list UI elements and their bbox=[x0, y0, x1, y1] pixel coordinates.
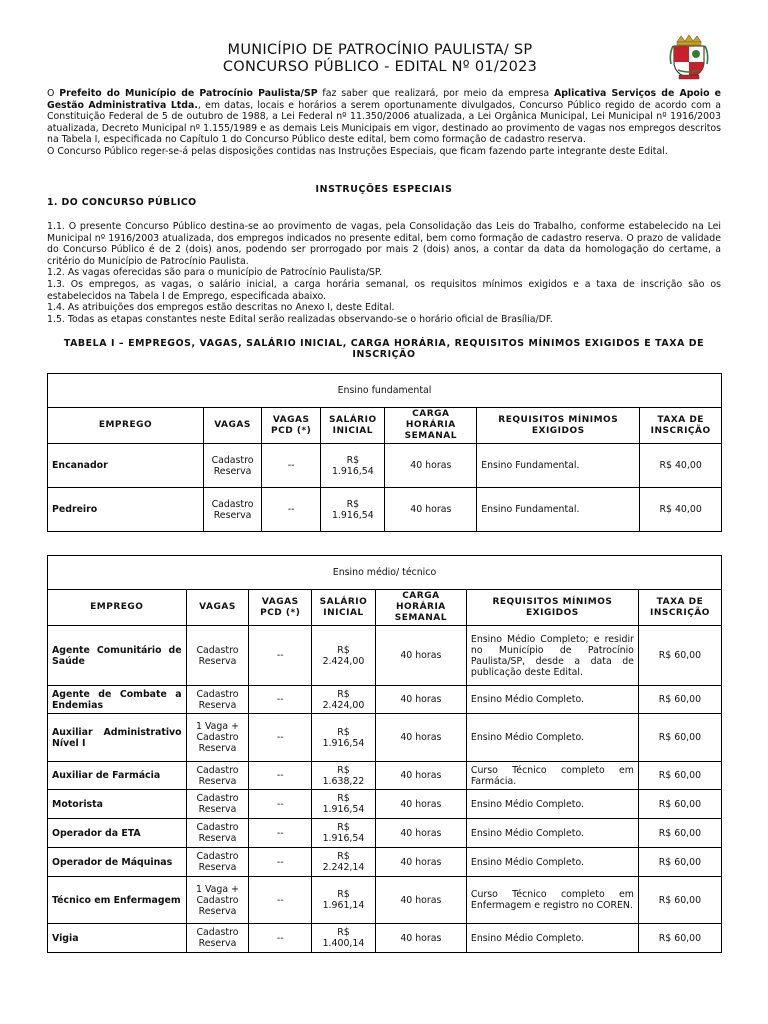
cell-pcd: -- bbox=[249, 714, 312, 762]
cell-requisitos: Ensino Médio Completo. bbox=[466, 714, 638, 762]
cell-carga: 40 horas bbox=[375, 819, 466, 848]
cell-taxa: R$ 60,00 bbox=[638, 714, 721, 762]
cell-vagas: 1 Vaga + Cadastro Reserva bbox=[186, 877, 249, 924]
col-carga: CARGA HORÁRIA SEMANAL bbox=[385, 408, 477, 444]
col-salario: SALÁRIO INICIAL bbox=[321, 408, 385, 444]
cell-pcd: -- bbox=[249, 686, 312, 714]
intro-paragraph-2: O Concurso Público reger-se-á pelas disposições contidas nas Instruções Especiais, que ficam fazendo parte integrante deste Edital. bbox=[47, 145, 668, 157]
cell-requisitos: Ensino Médio Completo. bbox=[466, 924, 638, 953]
cell-carga: 40 horas bbox=[375, 790, 466, 819]
table-title: Ensino fundamental bbox=[48, 374, 722, 408]
table-title-row bbox=[48, 374, 722, 408]
table-row bbox=[48, 924, 722, 953]
cell-emprego: Auxiliar Administrativo Nível I bbox=[48, 714, 187, 762]
cell-emprego: Técnico em Enfermagem bbox=[48, 877, 187, 924]
col-requisitos: REQUISITOS MÍNIMOS EXIGIDOS bbox=[477, 408, 640, 444]
table-row bbox=[48, 762, 722, 790]
cell-carga: 40 horas bbox=[375, 924, 466, 953]
col-taxa: TAXA DE INSCRIÇÃO bbox=[638, 590, 721, 626]
title-municipality: MUNICÍPIO DE PATROCÍNIO PAULISTA/ SP bbox=[227, 42, 533, 58]
cell-carga: 40 horas bbox=[375, 877, 466, 924]
cell-salario: R$ 1.961,14 bbox=[312, 877, 376, 924]
section-1-body bbox=[47, 221, 721, 325]
cell-emprego: Motorista bbox=[48, 790, 187, 819]
cell-requisitos: Ensino Médio Completo. bbox=[466, 686, 638, 714]
cell-vagas: Cadastro Reserva bbox=[186, 762, 249, 790]
table-row bbox=[48, 819, 722, 848]
cell-salario: R$ 1.916,54 bbox=[312, 714, 376, 762]
item-1-4: 1.4. As atribuições dos empregos estão descritas no Anexo I, deste Edital. bbox=[47, 302, 395, 314]
cell-taxa: R$ 60,00 bbox=[638, 790, 721, 819]
cell-taxa: R$ 60,00 bbox=[638, 626, 721, 686]
cell-taxa: R$ 40,00 bbox=[640, 488, 722, 532]
col-emprego: EMPREGO bbox=[48, 590, 187, 626]
cell-salario: R$ 1.400,14 bbox=[312, 924, 376, 953]
cell-salario: R$ 1.916,54 bbox=[312, 790, 376, 819]
cell-carga: 40 horas bbox=[385, 488, 477, 532]
cell-requisitos: Ensino Fundamental. bbox=[477, 444, 640, 488]
table-row bbox=[48, 488, 722, 532]
cell-pcd: -- bbox=[249, 626, 312, 686]
cell-vagas: Cadastro Reserva bbox=[203, 488, 261, 532]
cell-emprego: Operador da ETA bbox=[48, 819, 187, 848]
table-title-row bbox=[48, 556, 722, 590]
cell-emprego: Encanador bbox=[48, 444, 204, 488]
cell-requisitos: Ensino Médio Completo. bbox=[466, 790, 638, 819]
cell-taxa: R$ 40,00 bbox=[640, 444, 722, 488]
cell-carga: 40 horas bbox=[375, 626, 466, 686]
cell-pcd: -- bbox=[249, 924, 312, 953]
cell-vagas: Cadastro Reserva bbox=[186, 686, 249, 714]
table-row bbox=[48, 626, 722, 686]
col-vagas-pcd: VAGAS PCD (*) bbox=[249, 590, 312, 626]
cell-taxa: R$ 60,00 bbox=[638, 819, 721, 848]
item-1-5: 1.5. Todas as etapas constantes neste Edital serão realizadas observando-se o horário oficial de Brasília/DF. bbox=[47, 313, 553, 325]
cell-requisitos: Ensino Médio Completo. bbox=[466, 848, 638, 877]
cell-vagas: Cadastro Reserva bbox=[186, 848, 249, 877]
cell-carga: 40 horas bbox=[385, 444, 477, 488]
intro-paragraph-1: O Prefeito do Município de Patrocínio Paulista/SP faz saber que realizará, por meio da empresa Aplicativa Serviços de Apoio e Gestão Administrativa Ltda., em datas, locais e horários a serem oportunamente divulgados, Concurso Público regido de acordo com a Constituição Federal de 5 de outubro de 1988, a Lei Federal nº 11.350/2006 atualizada, a Lei Orgânica Municipal, Lei Municipal nº 1916/2003 atualizada, Decreto Municipal nº 1.155/1989 e as demais Leis Municipais em vigor, destinado ao provimento de vagas nos empregos descritos na Tabela I, especificada no Capítulo 1 do Concurso Público deste edital, bem como formação de cadastro reserva. bbox=[47, 88, 721, 146]
cell-taxa: R$ 60,00 bbox=[638, 848, 721, 877]
table-header-row bbox=[48, 408, 722, 444]
cell-pcd: -- bbox=[262, 444, 321, 488]
company-name: Aplicativa Serviços de Apoio e Gestão Administrativa Ltda. bbox=[47, 88, 721, 111]
cell-taxa: R$ 60,00 bbox=[638, 924, 721, 953]
cell-salario: R$ 1.638,22 bbox=[312, 762, 376, 790]
cell-salario: R$ 1.916,54 bbox=[321, 488, 385, 532]
cell-emprego: Vigia bbox=[48, 924, 187, 953]
col-vagas-pcd: VAGAS PCD (*) bbox=[262, 408, 321, 444]
cell-requisitos: Curso Técnico completo em Enfermagem e registro no COREN. bbox=[466, 877, 638, 924]
item-1-1: 1.1. O presente Concurso Público destina-se ao provimento de vagas, pela Consolidação das Leis do Trabalho, conforme estabelecido na Lei Municipal nº 1916/2003 atualizada, dos empregos indicados no presente edital, bem como formação de cadastro reserva. O prazo de validade do Concurso Público é de 2 (dois) anos, podendo ser prorrogado por mais 2 (dois) anos, a contar da data da homologação do certame, a critério do Município de Patrocínio Paulista. bbox=[47, 221, 721, 267]
cell-vagas: Cadastro Reserva bbox=[186, 819, 249, 848]
cell-taxa: R$ 60,00 bbox=[638, 686, 721, 714]
title-edital: CONCURSO PÚBLICO - EDITAL Nº 01/2023 bbox=[222, 59, 538, 75]
cell-pcd: -- bbox=[249, 762, 312, 790]
cell-salario: R$ 1.916,54 bbox=[321, 444, 385, 488]
cell-requisitos: Ensino Médio Completo. bbox=[466, 819, 638, 848]
cell-carga: 40 horas bbox=[375, 848, 466, 877]
table-header-row bbox=[48, 590, 722, 626]
cell-emprego: Agente de Combate a Endemias bbox=[48, 686, 187, 714]
col-requisitos: REQUISITOS MÍNIMOS EXIGIDOS bbox=[466, 590, 638, 626]
intro-text bbox=[47, 88, 721, 158]
cell-taxa: R$ 60,00 bbox=[638, 762, 721, 790]
cell-vagas: Cadastro Reserva bbox=[186, 790, 249, 819]
col-vagas: VAGAS bbox=[203, 408, 261, 444]
cell-emprego: Agente Comunitário de Saúde bbox=[48, 626, 187, 686]
cell-taxa: R$ 60,00 bbox=[638, 877, 721, 924]
table-row bbox=[48, 714, 722, 762]
cell-emprego: Pedreiro bbox=[48, 488, 204, 532]
cell-pcd: -- bbox=[249, 848, 312, 877]
cell-vagas: Cadastro Reserva bbox=[186, 626, 249, 686]
section-1-heading: 1. DO CONCURSO PÚBLICO bbox=[47, 197, 197, 208]
cell-emprego: Operador de Máquinas bbox=[48, 848, 187, 877]
table-fundamental bbox=[47, 373, 722, 532]
table-row bbox=[48, 790, 722, 819]
coat-of-arms-icon bbox=[669, 34, 709, 80]
cell-salario: R$ 2.424,00 bbox=[312, 686, 376, 714]
cell-pcd: -- bbox=[262, 488, 321, 532]
cell-emprego: Auxiliar de Farmácia bbox=[48, 762, 187, 790]
mayor-name: Prefeito do Município de Patrocínio Paulista/SP bbox=[59, 88, 318, 99]
cell-requisitos: Curso Técnico completo em Farmácia. bbox=[466, 762, 638, 790]
table-title: Ensino médio/ técnico bbox=[48, 556, 722, 590]
cell-carga: 40 horas bbox=[375, 714, 466, 762]
table-row bbox=[48, 848, 722, 877]
col-salario: SALÁRIO INICIAL bbox=[312, 590, 376, 626]
cell-pcd: -- bbox=[249, 877, 312, 924]
cell-requisitos: Ensino Fundamental. bbox=[477, 488, 640, 532]
instructions-heading: INSTRUÇÕES ESPECIAIS bbox=[315, 184, 453, 195]
col-taxa: TAXA DE INSCRIÇÃO bbox=[640, 408, 722, 444]
cell-vagas: Cadastro Reserva bbox=[186, 924, 249, 953]
col-vagas: VAGAS bbox=[186, 590, 249, 626]
cell-pcd: -- bbox=[249, 819, 312, 848]
table-row bbox=[48, 686, 722, 714]
table-row bbox=[48, 444, 722, 488]
cell-salario: R$ 1.916,54 bbox=[312, 819, 376, 848]
col-emprego: EMPREGO bbox=[48, 408, 204, 444]
cell-pcd: -- bbox=[249, 790, 312, 819]
cell-vagas: Cadastro Reserva bbox=[203, 444, 261, 488]
cell-carga: 40 horas bbox=[375, 686, 466, 714]
cell-vagas: 1 Vaga + Cadastro Reserva bbox=[186, 714, 249, 762]
cell-requisitos: Ensino Médio Completo; e residir no Município de Patrocínio Paulista/SP, desde a data de publicação deste Edital. bbox=[466, 626, 638, 686]
table-caption: TABELA I – EMPREGOS, VAGAS, SALÁRIO INICIAL, CARGA HORÁRIA, REQUISITOS MÍNIMOS EXIGIDOS E TAXA DE INSCRIÇÃO bbox=[63, 338, 705, 360]
document-title bbox=[120, 42, 640, 76]
table-medio-tecnico bbox=[47, 555, 722, 953]
table-row bbox=[48, 877, 722, 924]
cell-salario: R$ 2.242,14 bbox=[312, 848, 376, 877]
item-1-2: 1.2. As vagas oferecidas são para o município de Patrocínio Paulista/SP. bbox=[47, 267, 382, 279]
item-1-3: 1.3. Os empregos, as vagas, o salário inicial, a carga horária semanal, os requisitos mínimos exigidos e a taxa de inscrição são os estabelecidos na Tabela I de Emprego, especificada abaixo. bbox=[47, 278, 721, 302]
cell-salario: R$ 2.424,00 bbox=[312, 626, 376, 686]
col-carga: CARGA HORÁRIA SEMANAL bbox=[375, 590, 466, 626]
cell-carga: 40 horas bbox=[375, 762, 466, 790]
